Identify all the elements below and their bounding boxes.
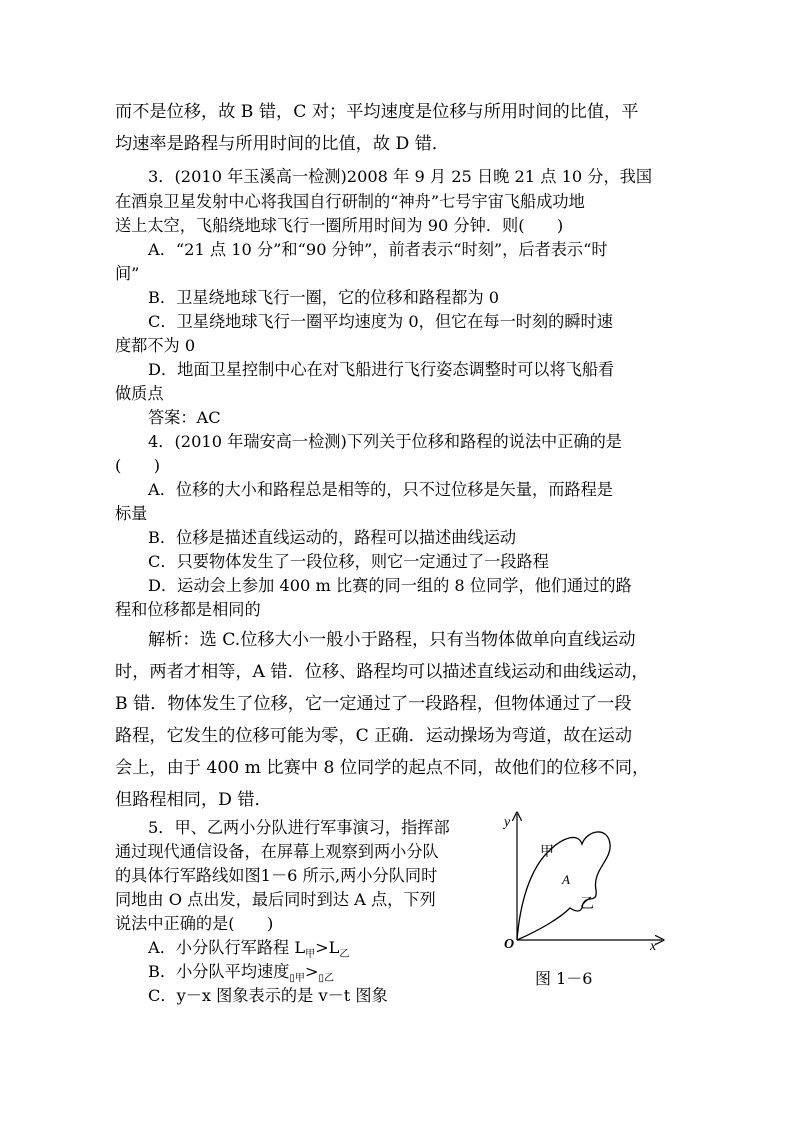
text-line: 程和位移都是相同的 — [115, 600, 261, 619]
text-line: ( ) — [115, 456, 161, 475]
question-4-line: 4．(2010 年瑞安高一检测)下列关于位移和路程的说法中正确的是 — [148, 432, 622, 451]
option-d: D．运动会上参加 400 m 比赛的同一组的 8 位同学，他们通过的路 — [148, 576, 632, 595]
velocity-symbol-jia: ▯甲 — [289, 973, 305, 985]
path-jia-label: 甲 — [540, 844, 554, 860]
option-b: B．卫星绕地球飞行一圈，它的位移和路程都为 0 — [148, 288, 500, 307]
text-line: 的具体行军路线如图1－6 所示,两小分队同时 — [115, 866, 438, 885]
text-line: 在酒泉卫星发射中心将我国自行研制的“神舟”七号宇宙飞船成功地 — [115, 192, 585, 211]
origin-label: O — [504, 937, 515, 952]
text-line: 同地由 O 点出发，最后同时到达 A 点，下列 — [115, 890, 436, 909]
text-line: 度都不为 0 — [115, 336, 196, 355]
option-b-text: B．小分队平均速度 — [148, 962, 290, 981]
figure-caption: 图 1－6 — [535, 969, 593, 988]
text-line: 做质点 — [115, 384, 164, 403]
solution-line: 解析：选 C.位移大小一般小于路程，只有当物体做单向直线运动 — [148, 630, 636, 650]
y-axis-label: y — [504, 815, 511, 830]
option-c: C．y－x 图象表示的是 v－t 图象 — [148, 986, 388, 1005]
text-line: 路程，它发生的位移可能为零，C 正确．运动操场为弯道，故在运动 — [115, 726, 633, 746]
text-line: 送上太空，飞船绕地球飞行一圈所用时间为 90 分钟．则( ) — [115, 216, 564, 235]
text-line: 间” — [115, 264, 140, 283]
option-c: C．卫星绕地球飞行一圈平均速度为 0，但它在每一时刻的瞬时速 — [148, 312, 613, 331]
text-line: 但路程相同，D 错． — [115, 790, 272, 810]
text-line: 通过现代通信设备，在屏幕上观察到两小分队 — [115, 842, 439, 861]
subscript-yi: 乙 — [339, 949, 350, 961]
x-axis-label: x — [650, 939, 657, 954]
path-diagram — [500, 808, 670, 988]
path-yi-label: 乙 — [580, 896, 594, 912]
option-a: A．“21 点 10 分”和“90 分钟”，前者表示“时刻”，后者表示“时 — [148, 240, 608, 259]
text-line: 时，两者才相等，A 错．位移、路程均可以描述直线运动和曲线运动， — [115, 662, 649, 682]
option-a: A．位移的大小和路程总是相等的，只不过位移是矢量，而路程是 — [148, 480, 613, 499]
option-d: D．地面卫星控制中心在对飞船进行飞行姿态调整时可以将飞船看 — [148, 360, 615, 379]
text-line: 说法中正确的是( ) — [115, 914, 274, 933]
subscript-jia: 甲 — [305, 949, 316, 961]
question-3-line: 3．(2010 年玉溪高一检测)2008 年 9 月 25 日晚 21 点 10 分，我国 — [148, 167, 653, 186]
text-line: 而不是位移，故 B 错，C 对；平均速度是位移与所用时间的比值，平 — [115, 102, 639, 122]
path-yi — [517, 908, 582, 940]
answer-line: 答案：AC — [148, 408, 221, 427]
text-line: 会上，由于 400 m 比赛中 8 位同学的起点不同，故他们的位移不同， — [115, 758, 650, 778]
option-a-text: A．小分队行军路程 L — [148, 938, 306, 957]
point-a-label: A — [562, 872, 570, 887]
velocity-symbol-yi: ▯乙 — [318, 973, 335, 985]
greater-than: > — [304, 962, 319, 981]
text-line: 标量 — [115, 504, 148, 523]
text-line: 均速率是路程与所用时间的比值，故 D 错． — [115, 134, 450, 154]
option-b: B．位移是描述直线运动的，路程可以描述曲线运动 — [148, 528, 517, 547]
text-line: B 错．物体发生了位移，它一定通过了一段路程，但物体通过了一段 — [115, 694, 632, 714]
question-5-line: 5．甲、乙两小分队进行军事演习，指挥部 — [148, 818, 450, 837]
greater-than-l: >L — [315, 938, 340, 957]
option-c: C．只要物体发生了一段位移，则它一定通过了一段路程 — [148, 552, 549, 571]
